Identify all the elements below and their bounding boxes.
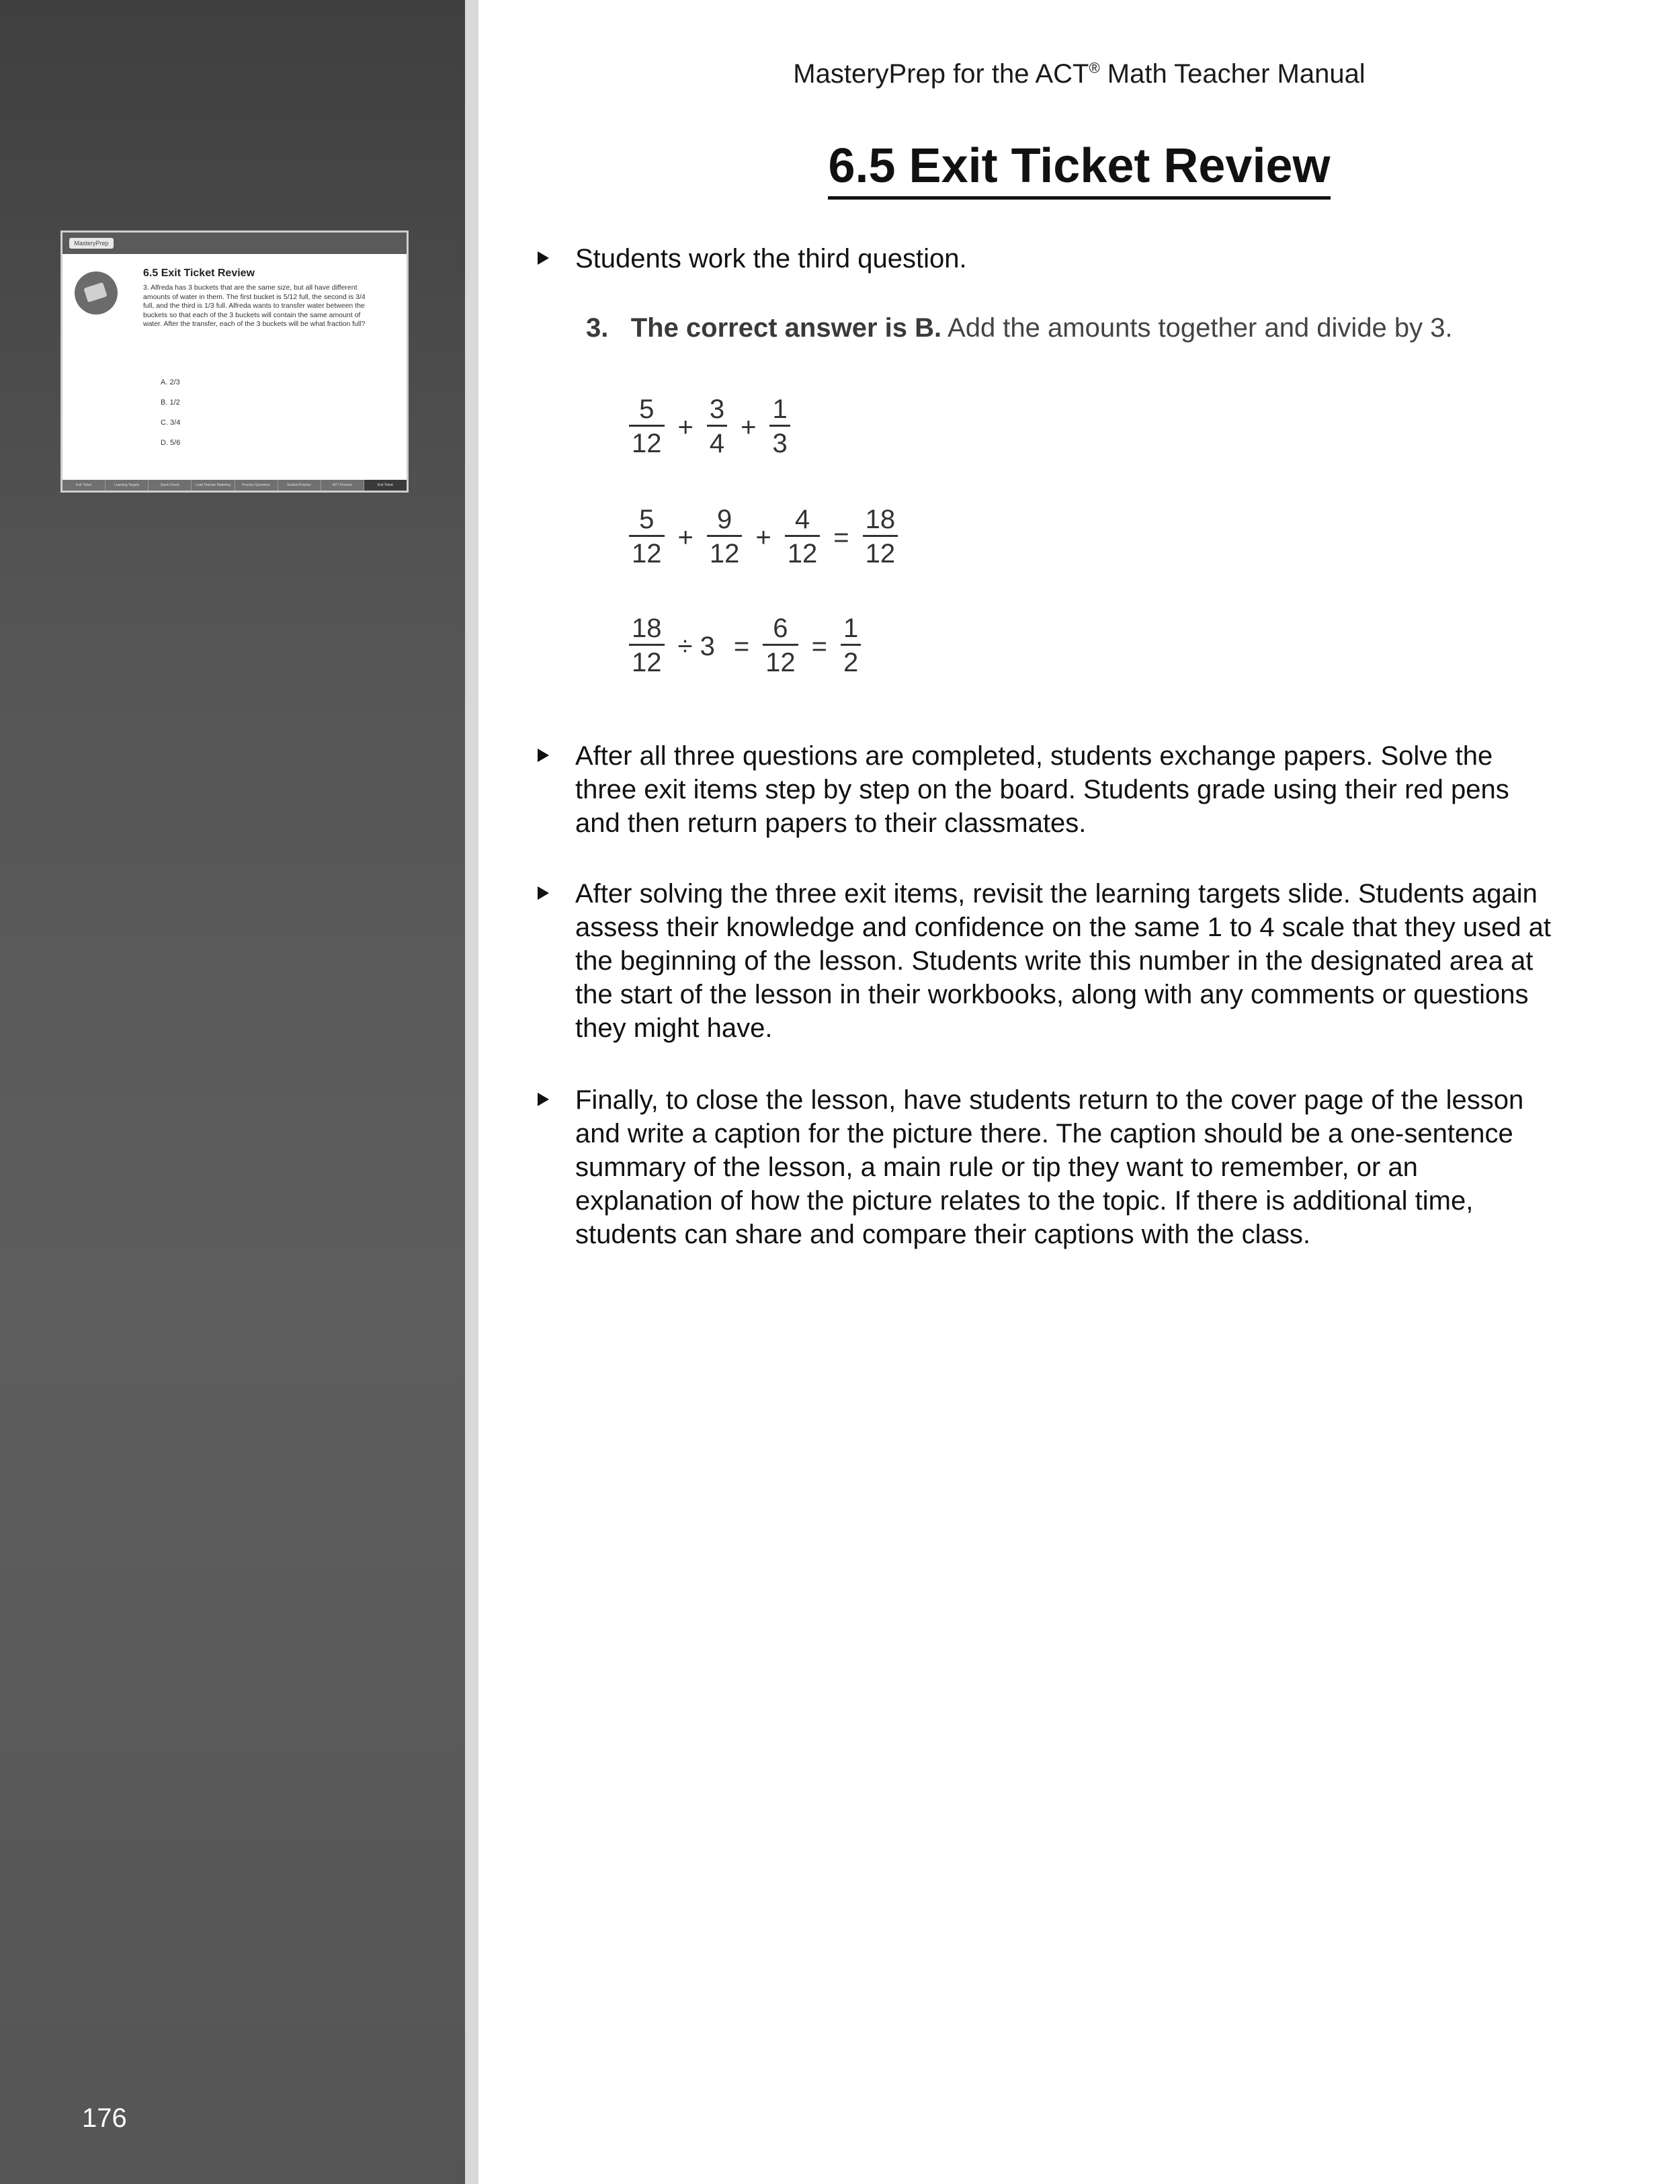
triangle-bullet-icon [538, 251, 549, 265]
slide-nav-item: Practice Questions [235, 480, 278, 491]
slide-title: 6.5 Exit Ticket Review [143, 267, 255, 279]
bullet-item: Finally, to close the lesson, have students return to the cover page of the lesson and write a caption for the picture there. The caption should be a one-sentence summary of the lesson, a main rule or tip they want to remember, or an explanation of how the picture relates to the topic. If there is additional time, students can share and compare their captions with the class. [538, 1083, 1552, 1251]
bullet-item: After all three questions are completed, students exchange papers. Solve the three exit items step by step on the board. Students grade using their red pens and then return papers to their classmates. [538, 739, 1552, 840]
slide-top-bar [62, 233, 407, 254]
slide-nav-bar [62, 480, 407, 491]
slide-nav-item: Quick Check [149, 480, 192, 491]
slide-choice: C. 3/4 [161, 419, 181, 427]
slide-logo: MasteryPrep [69, 238, 114, 249]
slide-question: 3. Alfreda has 3 buckets that are the same size, but all have different amounts of water in them. The first bucket is 5/12 full, the second is 3/4 full, and the third is 1/3 full. Alfreda wants to transfer water between the buckets so that each of the 3 buckets will contain the same amount of water. After the transfer, each of the 3 buckets will be what fraction full? [143, 284, 366, 328]
fraction: $\frac{1}{2}$ [841, 613, 861, 679]
page-number: 176 [82, 2103, 127, 2133]
slide-choices [161, 372, 180, 453]
math-line-3: $\frac{18}{12}$ ÷ 3 = $\frac{6}{12}$ = $\frac{1}{2}$ [625, 613, 865, 679]
triangle-bullet-icon [538, 1093, 549, 1106]
fraction: $\frac{3}{4}$ [707, 394, 727, 460]
slide-choice: B. 1/2 [161, 398, 180, 407]
fraction: $\frac{18}{12}$ [629, 613, 665, 679]
slide-nav-item: Exit Ticket [62, 480, 106, 491]
slide-choice: A. 2/3 [161, 378, 180, 386]
fraction: $\frac{9}{12}$ [707, 504, 743, 571]
page-title: 6.5 Exit Ticket Review [478, 137, 1680, 200]
ticket-icon [75, 271, 118, 314]
slide-nav-item: Lead Teacher Modeling [192, 480, 235, 491]
fraction: $\frac{6}{12}$ [763, 613, 798, 679]
slide-nav-item: Guided Practice [278, 480, 321, 491]
math-line-1: $\frac{5}{12}$ + $\frac{3}{4}$ + $\frac{1}{3}$ [625, 394, 794, 460]
gutter-divider [465, 0, 478, 2184]
fraction: $\frac{5}{12}$ [629, 504, 665, 571]
answer-explanation: 3. The correct answer is B. Add the amounts together and divide by 3. [586, 313, 1453, 343]
slide-nav-item: ACT Practice [321, 480, 364, 491]
slide-thumbnail [60, 230, 409, 493]
bullet-item: After solving the three exit items, revisit the learning targets slide. Students again assess their knowledge and confidence on the same 1 to 4 scale that they used at the beginning of the lesson. Students write this number in the designated area at the start of the lesson in their workbooks, along with any comments or questions they might have. [538, 877, 1552, 1045]
fraction: $\frac{18}{12}$ [863, 504, 898, 571]
math-line-2: $\frac{5}{12}$ + $\frac{9}{12}$ + $\frac{4}{12}$ = $\frac{18}{12}$ [625, 504, 902, 571]
fraction: $\frac{5}{12}$ [629, 394, 665, 460]
fraction: $\frac{4}{12}$ [785, 504, 821, 571]
slide-nav-item: Learning Targets [106, 480, 149, 491]
slide-choice: D. 5/6 [161, 439, 181, 447]
slide-nav-item: Exit Ticket [364, 480, 407, 491]
bullet-item: Students work the third question. [538, 242, 1552, 276]
fraction: $\frac{1}{3}$ [769, 394, 790, 460]
triangle-bullet-icon [538, 749, 549, 762]
running-header: MasteryPrep for the ACT® Math Teacher Manual [793, 59, 1366, 89]
triangle-bullet-icon [538, 886, 549, 900]
